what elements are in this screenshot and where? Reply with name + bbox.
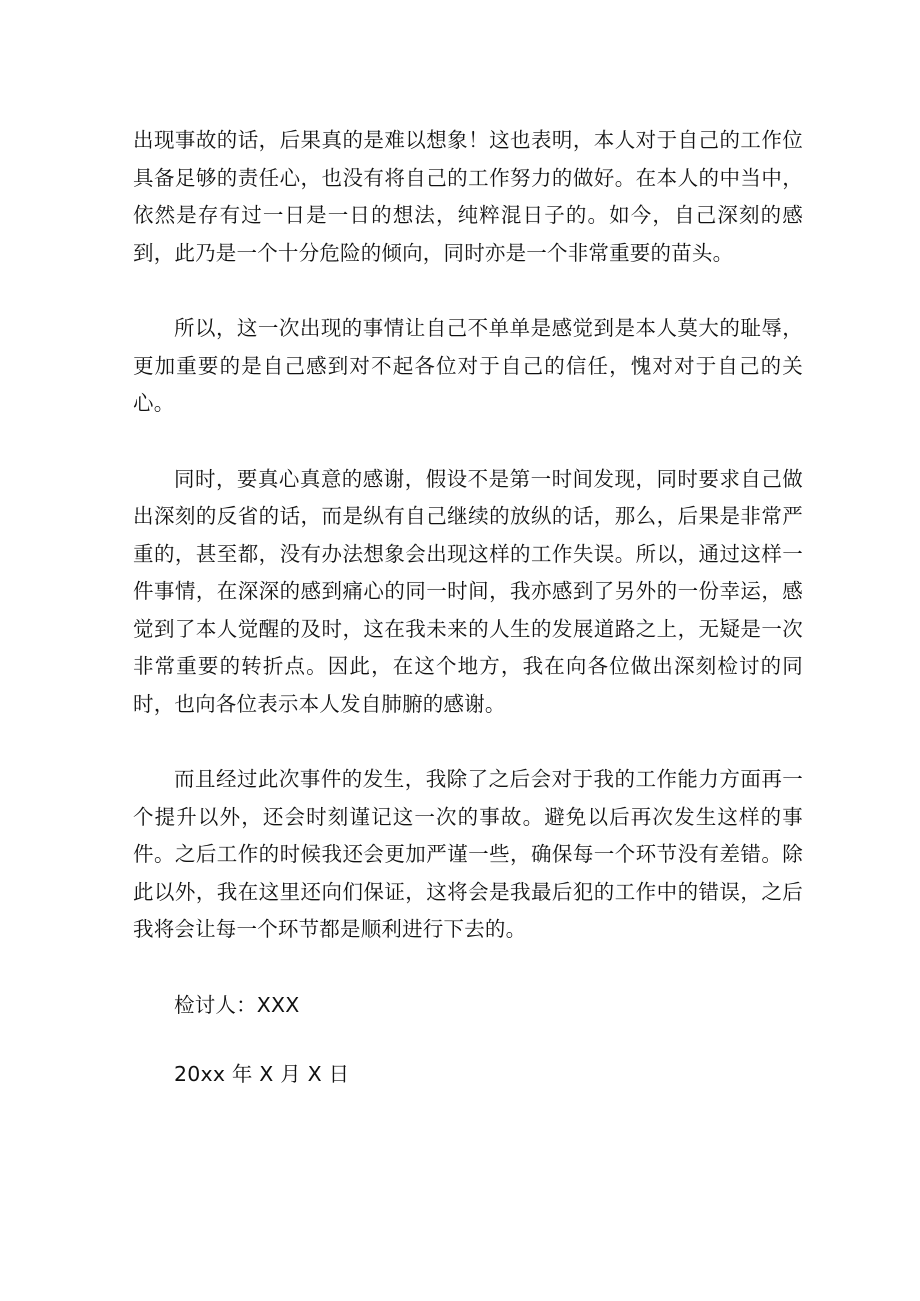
paragraph-3: 同时，要真心真意的感谢，假设不是第一时间发现，同时要求自己做出深刻的反省的话，而是纵有自己继续的放纵的话，那么，后果是非常严重的，甚至都，没有办法想象会出现这样的工作失误。所以，通过这样一件事情，在深深的感到痛心的同一时间，我亦感到了另外的一份幸运，感觉到了本人觉醒的及时，这在我未来的人生的发展道路之上，无疑是一次非常重要的转折点。因此，在这个地方，我在向各位做出深刻检讨的同时，也向各位表示本人发自肺腑的感谢。: [133, 466, 803, 716]
signature-date: 20xx 年 X 月 X 日: [174, 1062, 350, 1086]
paragraph-4: 而且经过此次事件的发生，我除了之后会对于我的工作能力方面再一个提升以外，还会时刻谨记这一次的事故。避免以后再次发生这样的事件。之后工作的时候我还会更加严谨一些，确保每一个环节没有差错。除此以外，我在这里还向们保证，这将会是我最后犯的工作中的错误，之后我将会让每一个环节都是顺利进行下去的。: [133, 767, 803, 941]
paragraph-1: 出现事故的话，后果真的是难以想象！这也表明，本人对于自己的工作位具备足够的责任心，也没有将自己的工作努力的做好。在本人的中当中，依然是存有过一日是一日的想法，纯粹混日子的。如今，自己深刻的感到，此乃是一个十分危险的倾向，同时亦是一个非常重要的苗头。: [133, 128, 803, 265]
document-body: [133, 122, 803, 1094]
paragraph-2: 所以，这一次出现的事情让自己不单单是感觉到是本人莫大的耻辱，更加重要的是自己感到对不起各位对于自己的信任，愧对对于自己的关心。: [133, 316, 803, 415]
reviewer-signature: 检讨人：XXX: [174, 992, 300, 1017]
